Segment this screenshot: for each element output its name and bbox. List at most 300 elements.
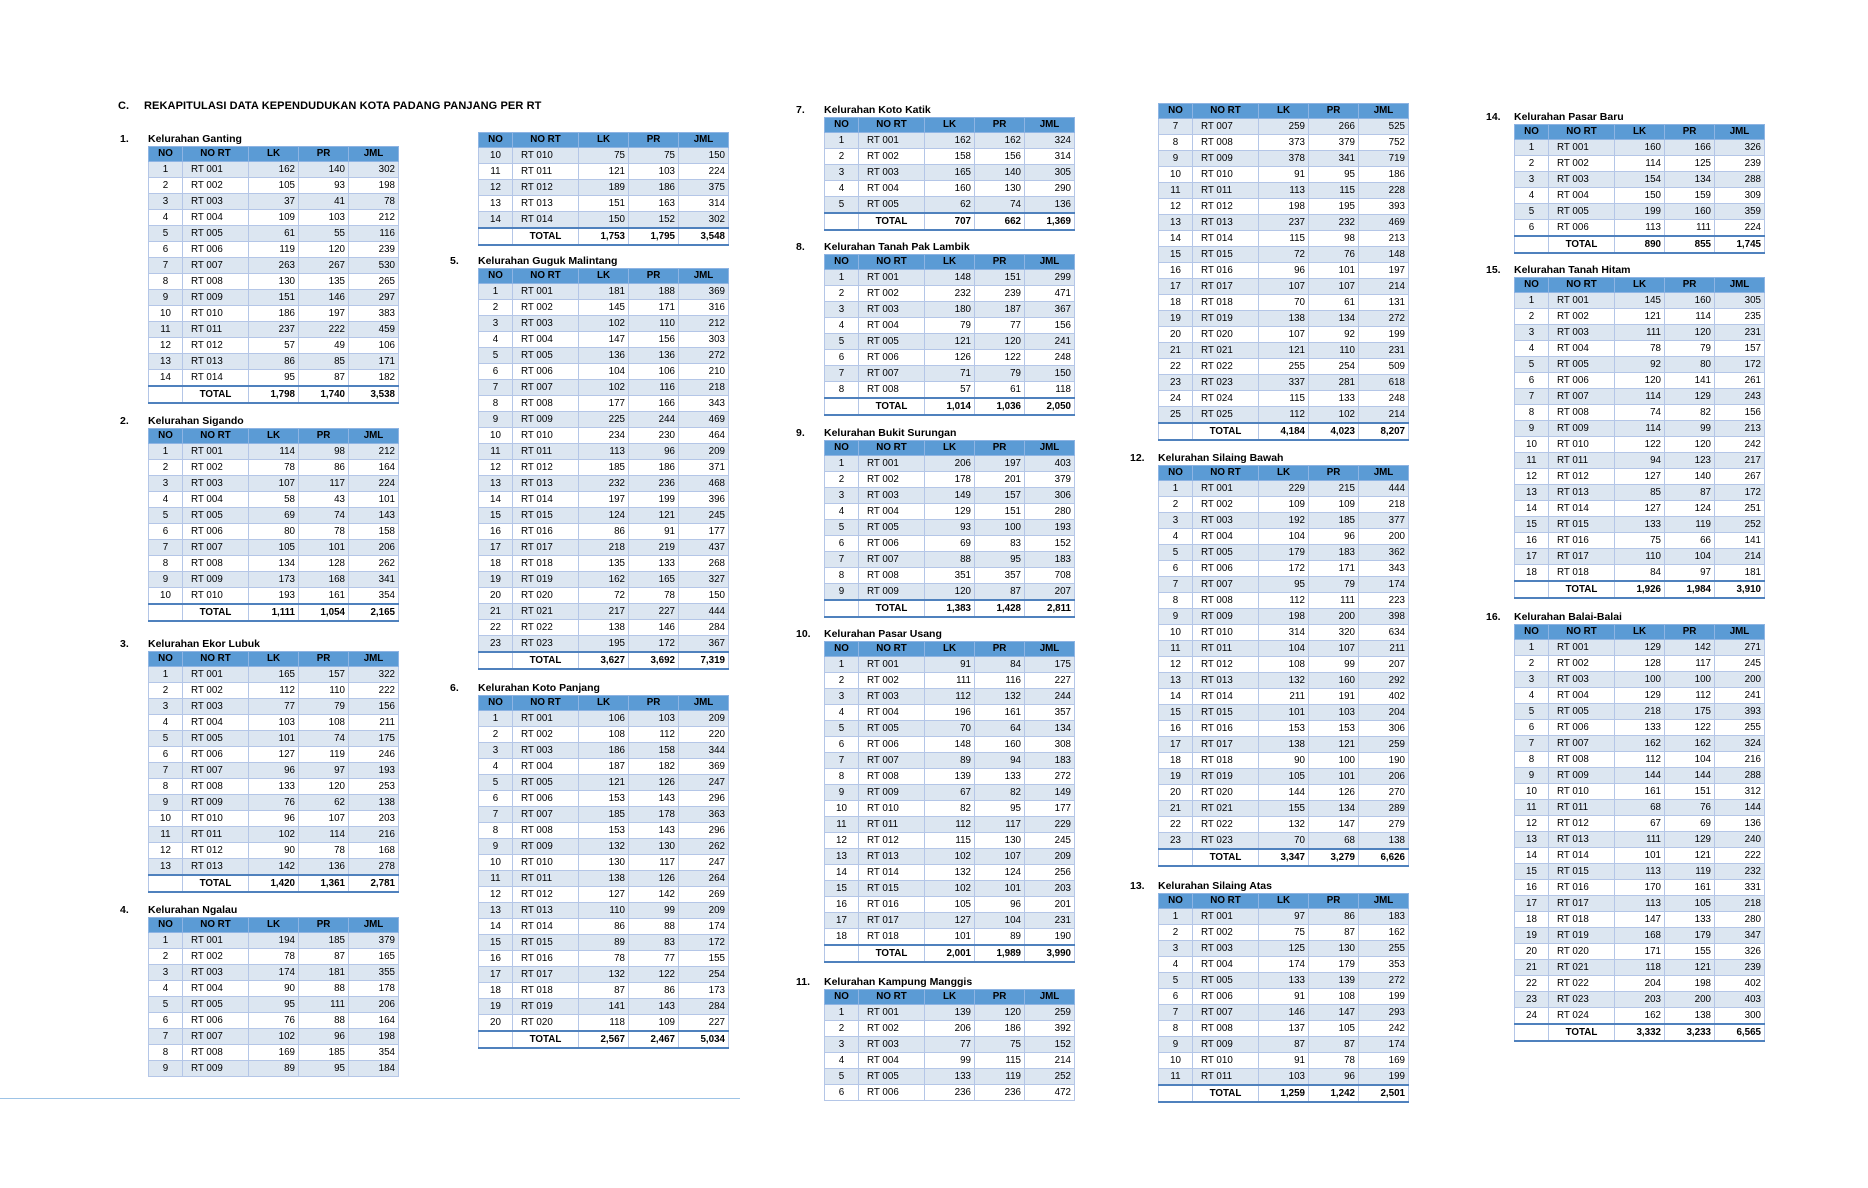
table-cell: RT 012 [183, 843, 249, 859]
table-cell: RT 013 [1193, 673, 1259, 689]
table-cell: RT 010 [183, 588, 249, 605]
table-cell: 177 [679, 524, 729, 540]
table-cell: RT 002 [1549, 156, 1615, 172]
section-number: 16. [1486, 611, 1501, 623]
table-cell: 4 [479, 332, 513, 348]
table-cell: 270 [1359, 785, 1409, 801]
table-cell: 107 [1259, 279, 1309, 295]
table-cell: RT 010 [183, 811, 249, 827]
table-cell: 22 [479, 620, 513, 636]
table-cell: 14 [149, 370, 183, 387]
table-row [479, 711, 729, 727]
table-row [825, 1085, 1075, 1101]
table-cell: 103 [1259, 1069, 1309, 1086]
total-label: TOTAL [513, 652, 579, 669]
total-value: 3,233 [1665, 1024, 1715, 1041]
table-cell: 2 [479, 300, 513, 316]
table-cell: RT 021 [1549, 960, 1615, 976]
table-cell: RT 002 [183, 460, 249, 476]
column-header: PR [299, 147, 349, 162]
table-row [825, 833, 1075, 849]
table-cell: RT 014 [513, 492, 579, 508]
table-header-row [1159, 894, 1409, 909]
table-cell: 103 [249, 715, 299, 731]
table-cell: RT 005 [183, 508, 249, 524]
table-cell: 130 [579, 855, 629, 871]
column-header: JML [1715, 625, 1765, 640]
table-cell: 4 [149, 715, 183, 731]
table-cell: 8 [149, 556, 183, 572]
table-cell: 162 [1665, 736, 1715, 752]
table-header-row [1159, 466, 1409, 481]
table-cell: 12 [479, 887, 513, 903]
table-cell: 112 [1665, 688, 1715, 704]
table-cell: 161 [975, 705, 1025, 721]
table-row [479, 871, 729, 887]
table-row [1159, 705, 1409, 721]
table-cell: 138 [1259, 311, 1309, 327]
table-cell: 112 [1259, 593, 1309, 609]
table-cell: 232 [579, 476, 629, 492]
section-name: Kelurahan Balai-Balai [1514, 611, 1622, 623]
table-cell: RT 003 [859, 488, 925, 504]
table-cell: RT 011 [513, 444, 579, 460]
table-cell: RT 012 [1193, 657, 1259, 673]
table-cell: 213 [1715, 421, 1765, 437]
table-cell: 157 [1715, 341, 1765, 357]
table-cell: 131 [1359, 295, 1409, 311]
table-cell: 245 [1715, 656, 1765, 672]
table-cell: RT 011 [1549, 800, 1615, 816]
table-cell: 201 [1025, 897, 1075, 913]
table-cell: 76 [249, 795, 299, 811]
table-cell: 212 [349, 444, 399, 460]
table-cell: 1 [479, 284, 513, 300]
table-cell: 105 [1259, 769, 1309, 785]
table-row [479, 396, 729, 412]
section-bukit-surungan [796, 426, 1075, 618]
table-cell: 100 [975, 520, 1025, 536]
table-cell: 402 [1715, 976, 1765, 992]
table-row [1159, 1053, 1409, 1069]
population-table [148, 428, 399, 622]
table-cell: 398 [1359, 609, 1409, 625]
table-row [1159, 625, 1409, 641]
table-cell: RT 012 [1549, 816, 1615, 832]
table-cell: 200 [1359, 529, 1409, 545]
total-row [479, 652, 729, 669]
table-cell: 4 [825, 181, 859, 197]
table-cell: 171 [629, 300, 679, 316]
total-value: 3,538 [349, 386, 399, 403]
table-cell: 152 [629, 212, 679, 229]
table-cell: 5 [1159, 545, 1193, 561]
table-cell: 95 [299, 1061, 349, 1077]
section-silaing-atas [1130, 879, 1409, 1103]
table-cell: 161 [1665, 880, 1715, 896]
table-cell: 61 [975, 382, 1025, 399]
table-cell: 293 [1359, 1005, 1409, 1021]
table-row [1159, 391, 1409, 407]
table-cell: 128 [299, 556, 349, 572]
table-cell: 137 [1259, 1021, 1309, 1037]
column-header: PR [299, 429, 349, 444]
table-row [1159, 183, 1409, 199]
table-cell: 130 [249, 274, 299, 290]
table-cell: 186 [629, 460, 679, 476]
table-cell: 19 [1159, 311, 1193, 327]
total-cell-empty [479, 228, 513, 245]
table-row [149, 226, 399, 242]
table-cell: 214 [1025, 1053, 1075, 1069]
table-cell: 89 [249, 1061, 299, 1077]
table-row [825, 929, 1075, 946]
column-header: NO [149, 918, 183, 933]
table-cell: RT 015 [513, 508, 579, 524]
total-cell-empty [1159, 423, 1193, 440]
table-cell: 93 [925, 520, 975, 536]
population-table [824, 117, 1075, 231]
table-cell: 86 [249, 354, 299, 370]
table-row [825, 520, 1075, 536]
table-cell: 149 [1025, 785, 1075, 801]
table-row [1515, 405, 1765, 421]
table-cell: 14 [1515, 848, 1549, 864]
table-row [825, 769, 1075, 785]
table-cell: 10 [1515, 784, 1549, 800]
table-cell: 211 [1359, 641, 1409, 657]
table-cell: RT 009 [1193, 609, 1259, 625]
table-cell: RT 014 [1193, 689, 1259, 705]
table-cell: 14 [479, 919, 513, 935]
table-row [1159, 247, 1409, 263]
table-row [1159, 167, 1409, 183]
table-cell: 181 [1715, 565, 1765, 582]
section-number: 9. [796, 427, 805, 439]
table-cell: 88 [629, 919, 679, 935]
table-cell: 150 [679, 148, 729, 164]
table-cell: 101 [349, 492, 399, 508]
total-value: 1,111 [249, 604, 299, 621]
table-cell: 187 [579, 759, 629, 775]
table-cell: 159 [1665, 188, 1715, 204]
table-row [1159, 279, 1409, 295]
table-cell: 11 [825, 817, 859, 833]
table-cell: 16 [479, 951, 513, 967]
table-cell: 8 [1515, 752, 1549, 768]
table-cell: 236 [629, 476, 679, 492]
table-row [149, 588, 399, 605]
table-cell: 3 [479, 316, 513, 332]
table-cell: 165 [629, 572, 679, 588]
table-row [149, 827, 399, 843]
table-cell: 179 [1309, 957, 1359, 973]
table-cell: RT 005 [859, 334, 925, 350]
table-cell: 11 [1515, 800, 1549, 816]
table-cell: RT 008 [1193, 593, 1259, 609]
table-cell: 618 [1359, 375, 1409, 391]
table-cell: 13 [479, 196, 513, 212]
table-cell: RT 019 [513, 572, 579, 588]
table-row [1515, 928, 1765, 944]
table-cell: 115 [1259, 391, 1309, 407]
table-cell: 130 [975, 833, 1025, 849]
table-cell: 133 [1259, 973, 1309, 989]
table-cell: RT 001 [513, 711, 579, 727]
section-ganting [120, 132, 399, 404]
table-cell: 10 [149, 588, 183, 605]
table-cell: 114 [249, 444, 299, 460]
table-row [149, 508, 399, 524]
table-cell: RT 004 [183, 981, 249, 997]
total-value: 4,184 [1259, 423, 1309, 440]
table-cell: RT 014 [513, 212, 579, 229]
table-row [479, 604, 729, 620]
table-cell: 303 [679, 332, 729, 348]
table-cell: 68 [1615, 800, 1665, 816]
table-cell: 122 [629, 967, 679, 983]
table-row [149, 843, 399, 859]
table-cell: 108 [1259, 657, 1309, 673]
table-cell: 182 [629, 759, 679, 775]
table-row [1515, 640, 1765, 656]
table-cell: 138 [1665, 1008, 1715, 1025]
table-cell: 127 [1615, 501, 1665, 517]
table-cell: 199 [629, 492, 679, 508]
table-cell: 72 [1259, 247, 1309, 263]
table-cell: 150 [679, 588, 729, 604]
table-row [825, 1053, 1075, 1069]
table-cell: 269 [679, 887, 729, 903]
column-header: LK [579, 133, 629, 148]
table-row [1515, 992, 1765, 1008]
table-cell: 213 [1359, 231, 1409, 247]
table-cell: 95 [1309, 167, 1359, 183]
table-cell: 114 [1615, 421, 1665, 437]
table-cell: 88 [299, 981, 349, 997]
table-cell: 3 [825, 1037, 859, 1053]
section-heading [1130, 451, 1381, 465]
table-cell: RT 001 [1549, 640, 1615, 656]
table-cell: 7 [149, 540, 183, 556]
table-cell: 124 [975, 865, 1025, 881]
table-cell: 218 [1615, 704, 1665, 720]
table-row [149, 747, 399, 763]
table-cell: 3 [825, 302, 859, 318]
table-cell: RT 024 [1193, 391, 1259, 407]
table-cell: 4 [825, 504, 859, 520]
table-cell: 69 [1665, 816, 1715, 832]
table-row [1159, 407, 1409, 424]
table-cell: 177 [1025, 801, 1075, 817]
table-cell: 248 [1359, 391, 1409, 407]
total-value: 1,361 [299, 875, 349, 892]
table-cell: 337 [1259, 375, 1309, 391]
table-cell: 272 [1359, 311, 1409, 327]
table-cell: 239 [1715, 960, 1765, 976]
table-cell: RT 010 [859, 801, 925, 817]
table-cell: 2 [479, 727, 513, 743]
table-cell: 118 [1025, 382, 1075, 399]
table-cell: 183 [1309, 545, 1359, 561]
table-row [1159, 721, 1409, 737]
table-cell: 10 [479, 148, 513, 164]
table-cell: 62 [925, 197, 975, 214]
table-cell: 211 [1259, 689, 1309, 705]
table-cell: 179 [1665, 928, 1715, 944]
table-row [149, 1029, 399, 1045]
table-cell: RT 002 [859, 673, 925, 689]
column-header: JML [349, 429, 399, 444]
total-cell-empty [149, 875, 183, 892]
table-cell: 23 [1159, 833, 1193, 850]
table-cell: 363 [679, 807, 729, 823]
table-cell: 8 [479, 823, 513, 839]
table-cell: 5 [825, 1069, 859, 1085]
table-row [479, 588, 729, 604]
table-cell: 127 [1615, 469, 1665, 485]
population-table [1158, 103, 1409, 441]
table-row [825, 913, 1075, 929]
column-header: JML [1025, 642, 1075, 657]
table-cell: RT 021 [1193, 801, 1259, 817]
table-row [1159, 151, 1409, 167]
table-cell: 120 [299, 242, 349, 258]
table-row [1515, 293, 1765, 309]
table-cell: 172 [1715, 485, 1765, 501]
table-cell: 111 [1665, 220, 1715, 237]
table-cell: 191 [1309, 689, 1359, 705]
table-cell: RT 006 [513, 364, 579, 380]
table-cell: 95 [1259, 577, 1309, 593]
section-kampung-manggis [796, 975, 1075, 1101]
column-header: LK [579, 696, 629, 711]
page-divider [0, 1098, 740, 1099]
table-cell: 10 [479, 428, 513, 444]
table-row [825, 817, 1075, 833]
total-value: 2,781 [349, 875, 399, 892]
table-cell: 171 [1309, 561, 1359, 577]
table-row [1159, 657, 1409, 673]
table-cell: RT 007 [859, 552, 925, 568]
table-cell: RT 018 [1193, 295, 1259, 311]
table-cell: 16 [1159, 721, 1193, 737]
table-cell: 151 [975, 504, 1025, 520]
table-row [825, 865, 1075, 881]
table-row [1515, 816, 1765, 832]
total-value: 1,798 [249, 386, 299, 403]
table-cell: 272 [679, 348, 729, 364]
table-cell: 1 [1159, 909, 1193, 925]
total-value: 5,034 [679, 1031, 729, 1048]
table-cell: 245 [1025, 833, 1075, 849]
table-cell: 239 [349, 242, 399, 258]
table-cell: 57 [249, 338, 299, 354]
table-cell: 12 [149, 338, 183, 354]
column-header: LK [1259, 466, 1309, 481]
table-cell: 17 [1515, 896, 1549, 912]
table-cell: RT 003 [859, 689, 925, 705]
table-cell: 708 [1025, 568, 1075, 584]
table-cell: 351 [925, 568, 975, 584]
table-row [825, 504, 1075, 520]
table-cell: 143 [349, 508, 399, 524]
table-cell: 82 [1665, 405, 1715, 421]
table-cell: 174 [1359, 577, 1409, 593]
total-value: 1,753 [579, 228, 629, 245]
table-cell: 214 [1715, 549, 1765, 565]
total-cell-empty [825, 945, 859, 962]
table-cell: 218 [1359, 497, 1409, 513]
section-name: Kelurahan Ngalau [148, 904, 238, 916]
table-cell: 78 [249, 949, 299, 965]
table-cell: 383 [349, 306, 399, 322]
table-cell: 198 [349, 178, 399, 194]
table-cell: RT 018 [1193, 753, 1259, 769]
table-cell: RT 005 [183, 997, 249, 1013]
table-cell: 231 [1715, 325, 1765, 341]
table-cell: 78 [1309, 1053, 1359, 1069]
table-cell: 24 [1159, 391, 1193, 407]
table-cell: 4 [149, 210, 183, 226]
column-header: LK [1615, 278, 1665, 293]
table-cell: 104 [975, 913, 1025, 929]
table-cell: 139 [925, 1005, 975, 1021]
table-cell: 359 [1715, 204, 1765, 220]
table-cell: RT 008 [513, 396, 579, 412]
table-cell: RT 016 [1193, 721, 1259, 737]
table-cell: 120 [1615, 373, 1665, 389]
table-cell: RT 001 [513, 284, 579, 300]
column-header: LK [925, 990, 975, 1005]
column-header: PR [975, 642, 1025, 657]
section-name: Kelurahan Guguk Malintang [478, 255, 618, 267]
section-heading [450, 681, 701, 695]
table-cell: RT 013 [513, 903, 579, 919]
table-header-row [825, 255, 1075, 270]
table-cell: 113 [1615, 864, 1665, 880]
table-cell: 1 [825, 133, 859, 149]
section-heading [120, 414, 371, 428]
table-cell: 152 [1025, 536, 1075, 552]
table-cell: 212 [349, 210, 399, 226]
table-cell: 144 [1259, 785, 1309, 801]
section-name: Kelurahan Sigando [148, 415, 244, 427]
table-row [149, 194, 399, 210]
table-cell: 129 [1665, 389, 1715, 405]
table-row [149, 811, 399, 827]
table-cell: 168 [349, 843, 399, 859]
population-table [1514, 277, 1765, 599]
table-row [479, 380, 729, 396]
table-cell: 80 [1665, 357, 1715, 373]
table-cell: RT 004 [183, 492, 249, 508]
table-row [479, 620, 729, 636]
table-cell: RT 025 [1193, 407, 1259, 424]
table-cell: 5 [479, 775, 513, 791]
table-row [479, 540, 729, 556]
table-cell: RT 002 [859, 149, 925, 165]
table-cell: 121 [579, 164, 629, 180]
table-cell: 344 [679, 743, 729, 759]
table-cell: 1 [149, 444, 183, 460]
total-value: 3,692 [629, 652, 679, 669]
page-title [118, 100, 541, 112]
section-name: Kelurahan Koto Panjang [478, 682, 600, 694]
table-cell: 110 [299, 683, 349, 699]
table-cell: 89 [925, 753, 975, 769]
table-cell: 130 [629, 839, 679, 855]
